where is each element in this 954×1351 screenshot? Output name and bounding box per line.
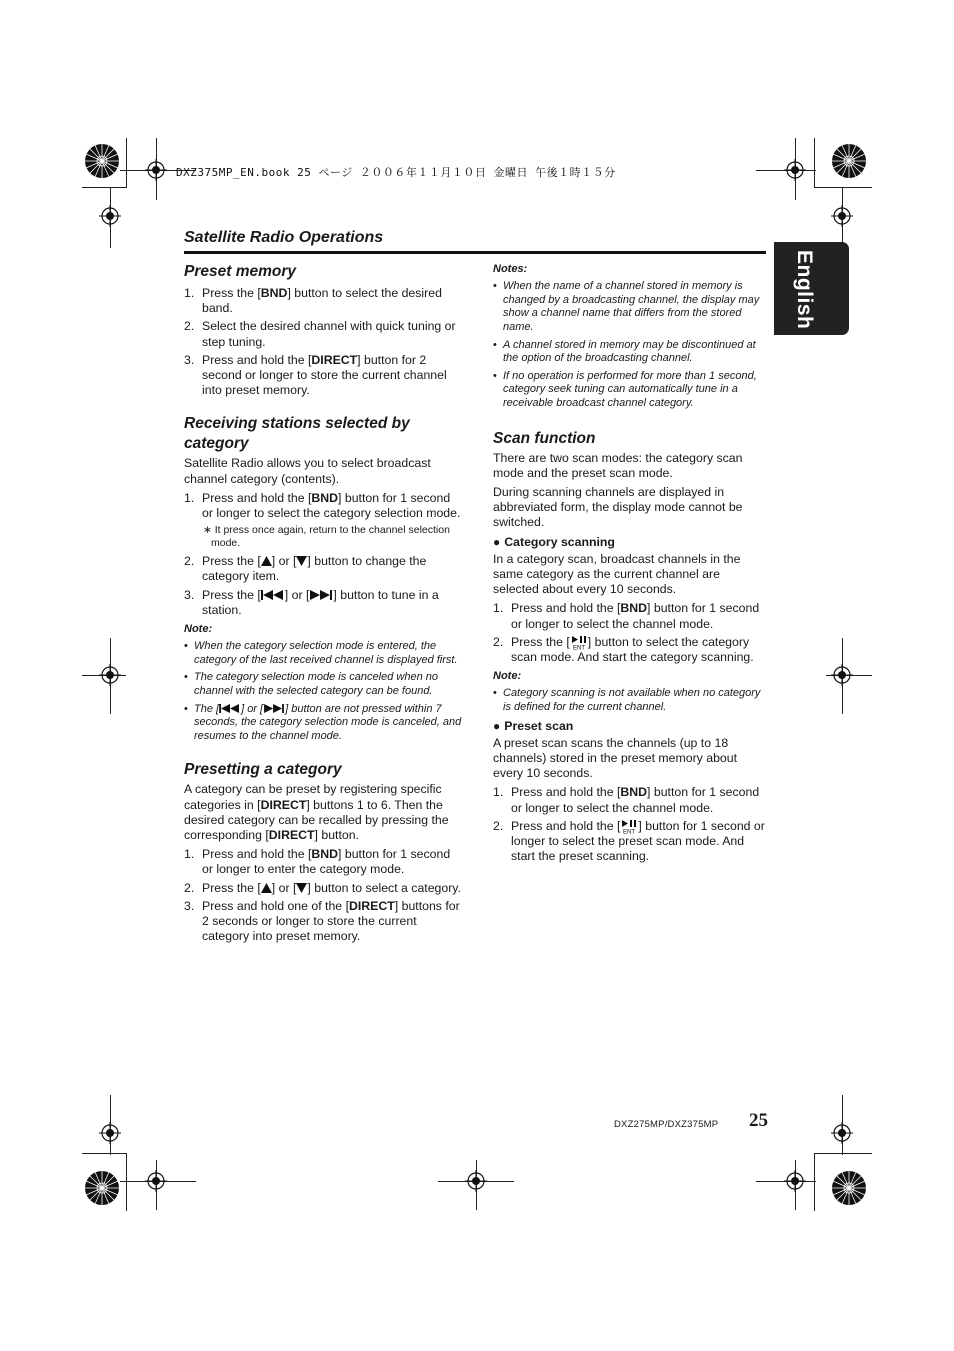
up-triangle-icon [261, 883, 272, 893]
skip-back-icon [219, 704, 241, 713]
sub-note: ∗ It press once again, return to the channel selection mode. [203, 524, 450, 550]
heading-presetting-category: Presetting a category [184, 761, 342, 779]
scan-display-note: During scanning channels are displayed in abbreviated form, the display mode cannot be switched. [493, 484, 743, 530]
registration-mark-icon [145, 1170, 167, 1192]
bullet-dot-icon: ● [493, 534, 501, 549]
scan-intro: There are two scan modes: the category scan mode and the preset scan mode. [493, 450, 743, 480]
starburst-target-icon [84, 1170, 120, 1206]
list-item: 1. Press and hold the [BND] button for 1 second or longer to select the category selection mode. [184, 490, 461, 521]
registration-mark-icon [99, 664, 121, 686]
skip-forward-icon [263, 704, 285, 713]
registration-mark-icon [465, 1170, 487, 1192]
list-item: 2. Press the [ ENT ] button to select the category scan mode. And start the category scanning. [493, 634, 754, 664]
category-scan-intro: In a category scan, broadcast channels in the same category as the current channel are selected about every 10 seconds. [493, 551, 741, 597]
preset-scan-steps [493, 785, 769, 864]
registration-mark-icon [831, 205, 853, 227]
receiving-steps [184, 491, 462, 521]
skip-back-icon [261, 590, 285, 600]
bullet-dot-icon: ● [493, 718, 501, 733]
list-item: • When the category selection mode is entered, the category of the last received channel is displayed first. [184, 640, 462, 667]
list-item: • The [ ] or [ ] button are not pressed within 7 seconds, the category selection mode is canceled, and resumes to the channel mode. [184, 703, 462, 744]
list-item: • When the name of a channel stored in memory is changed by a broadcasting channel, the display may show a channel name that differs from the stored name. [493, 280, 769, 334]
list-item: 2. Press the [ ] or [ ] button to change the category item. [184, 554, 427, 584]
presetting-intro: A category can be preset by registering specific categories in [DIRECT] buttons 1 to 6. Then the desired category can be recalled by pressing the corresponding [DIRECT] button. [184, 782, 449, 843]
footer-model-numbers: DXZ275MP/DXZ375MP [614, 1119, 719, 1130]
left-column [184, 262, 462, 947]
heading-receiving-stations: Receiving stations selected by category [184, 415, 410, 453]
title-rule [184, 251, 766, 254]
preset-memory-steps [184, 286, 462, 398]
note-label: Note: [493, 670, 522, 683]
list-item: 3. Press and hold the [DIRECT] button for 2 second or longer to store the current channel into preset memory. [184, 352, 447, 398]
list-item: 1. Press the [BND] button to select the desired band. [184, 286, 442, 316]
memory-notes [493, 280, 769, 410]
heading-preset-memory: Preset memory [184, 263, 297, 280]
starburst-target-icon [831, 143, 867, 179]
list-item: 2. Press the [ ] or [ ] button to select a category. [184, 880, 461, 895]
note-label: Note: [184, 623, 213, 636]
list-item: 1. Press and hold the [BND] button for 1 second or longer to select the channel mode. [493, 785, 760, 815]
file-header-line: DXZ375MP_EN.book 25 ページ ２００６年１１月１０日 金曜日 午後１時１５分 [176, 166, 616, 179]
up-triangle-icon [261, 556, 272, 566]
receiving-steps-cont [184, 554, 462, 618]
section-title: Satellite Radio Operations [184, 229, 384, 246]
registration-mark-icon [784, 159, 806, 181]
list-item: 2. Press and hold the [ ENT ] button for 1 second or longer to select the preset scan mode. And start the preset scanning. [493, 818, 765, 864]
registration-mark-icon [831, 664, 853, 686]
svg-text:ENT: ENT [623, 829, 636, 834]
registration-mark-icon [145, 159, 167, 181]
list-item: 2. Select the desired channel with quick tuning or step tuning. [184, 319, 456, 349]
list-item: • A channel stored in memory may be discontinued at the option of the broadcasting channel. [493, 339, 769, 366]
list-item: • Category scanning is not available when no category is defined for the current channel. [493, 687, 769, 714]
registration-mark-icon [784, 1170, 806, 1192]
presetting-steps [184, 847, 462, 944]
list-item: 1. Press and hold the [BND] button for 1 second or longer to enter the category mode. [184, 847, 451, 877]
registration-mark-icon [99, 1122, 121, 1144]
receiving-notes [184, 640, 462, 743]
list-item: • If no operation is performed for more than 1 second, category seek tuning can automatically tune in a receivable broadcast channel category. [493, 370, 769, 411]
category-scan-steps [493, 601, 769, 665]
right-column [493, 262, 769, 867]
list-item: 3. Press and hold one of the [DIRECT] buttons for 2 seconds or longer to store the current category into preset memory. [184, 898, 460, 944]
list-item: • The category selection mode is canceled when no channel with the selected category can be found. [184, 671, 462, 698]
bnd-button-label: BND [260, 286, 288, 300]
registration-mark-icon [831, 1122, 853, 1144]
language-tab [774, 242, 849, 335]
play-pause-ent-icon [570, 636, 588, 650]
skip-forward-icon [309, 590, 333, 600]
notes-label: Notes: [493, 263, 528, 275]
list-item: 1. Press and hold the [BND] button for 1 second or longer to select the channel mode. [493, 601, 760, 631]
preset-scan-intro: A preset scan scans the channels (up to 18 channels) stored in the preset memory about every 10 seconds. [493, 735, 738, 781]
starburst-target-icon [84, 143, 120, 179]
down-triangle-icon [296, 883, 307, 893]
category-scanning-heading: ● Category scanning [493, 534, 615, 549]
starburst-target-icon [831, 1170, 867, 1206]
svg-text:ENT: ENT [572, 645, 585, 650]
direct-button-label: DIRECT [311, 352, 358, 367]
down-triangle-icon [296, 556, 307, 566]
receiving-intro: Satellite Radio allows you to select broadcast channel category (contents). [184, 456, 431, 486]
language-tab-label: English [793, 250, 816, 330]
registration-mark-icon [99, 205, 121, 227]
list-item: 3. Press the [ ] or [ ] button to tune in a station. [184, 587, 439, 617]
play-pause-ent-icon [620, 820, 638, 834]
heading-scan-function: Scan function [493, 429, 596, 447]
category-scan-notes [493, 687, 769, 714]
page-number: 25 [749, 1110, 768, 1131]
preset-scan-heading: ● Preset scan [493, 718, 574, 733]
